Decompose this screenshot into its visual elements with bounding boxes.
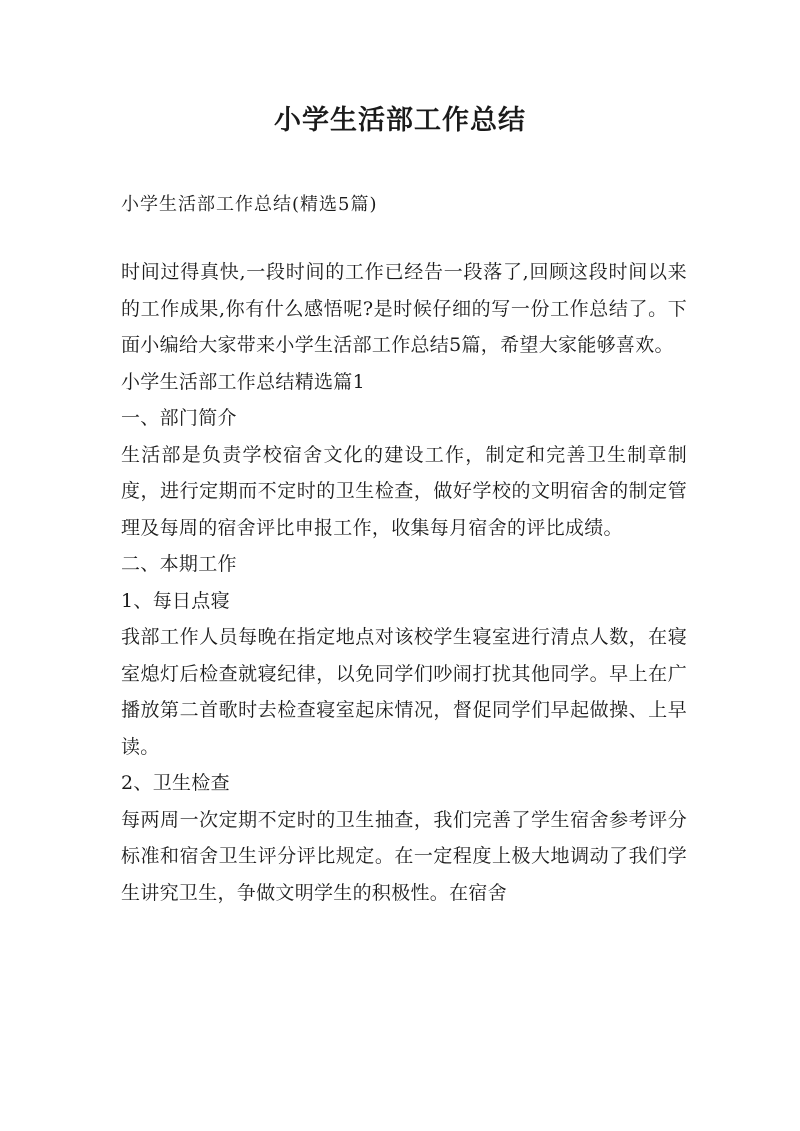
section-heading-part-1: 小学生活部工作总结精选篇1 [121,370,365,393]
heading-hygiene-check: 2、卫生检查 [121,772,230,794]
daily-roll-call-paragraph: 我部工作人员每晚在指定地点对该校学生寝室进行清点人数，在寝室熄灯后检查就寝纪律，以免同学们吵闹打扰其他同学。早上在广播放第二首歌时去检查寝室起床情况，督促同学们早起做操、上早读。 [121,626,687,758]
heading-daily-roll-call: 1、每日点寝 [121,589,230,612]
heading-current-work: 二、本期工作 [121,553,237,575]
hygiene-check-paragraph: 每两周一次定期不定时的卫生抽查，我们完善了学生宿舍参考评分标准和宿舍卫生评分评比规定。在一定程度上极大地调动了我们学生讲究卫生，争做文明学生的积极性。在宿舍 [121,808,687,904]
intro-paragraph: 时间过得真快,一段时间的工作已经告一段落了,回顾这段时间以来的工作成果,你有什么感悟呢?是时候仔细的写一份工作总结了。下面小编给大家带来小学生活部工作总结5篇，希望大家能够喜欢。 [121,261,687,356]
document-body [121,254,687,911]
document-subtitle: 小学生活部工作总结(精选5篇) [121,194,378,215]
document-title: 小学生活部工作总结 [274,105,526,136]
heading-department-intro: 一、部门简介 [121,407,237,429]
department-intro-paragraph: 生活部是负责学校宿舍文化的建设工作，制定和完善卫生制章制度，进行定期而不定时的卫生检查，做好学校的文明宿舍的制定管理及每周的宿舍评比申报工作，收集每月宿舍的评比成绩。 [121,443,687,539]
